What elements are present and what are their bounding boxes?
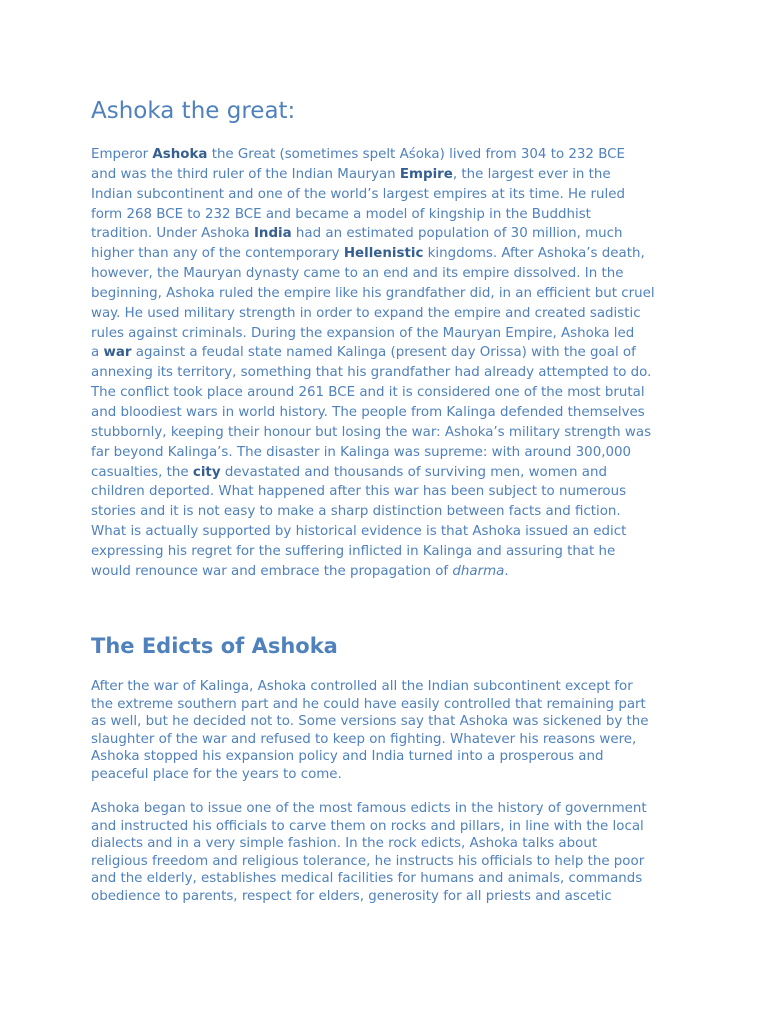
paragraph-line (91, 522, 691, 542)
paragraph-line (91, 383, 691, 403)
paragraph-line (91, 542, 691, 562)
text-run: form 268 BCE to 232 BCE and became a model of kingship in the Buddhist (91, 206, 591, 222)
paragraph-line: the extreme southern part and he could have easily controlled that remaining part (91, 696, 646, 712)
paragraph-line (91, 224, 691, 244)
edicts-paragraph-2 (91, 800, 691, 905)
paragraph-line (91, 343, 691, 363)
paragraph-line (91, 463, 691, 483)
text-run: would renounce war and embrace the propagation of (91, 563, 453, 579)
text-run: the Great (sometimes spelt Aśoka) lived from 304 to 232 BCE (207, 147, 625, 162)
paragraph-line (91, 482, 691, 502)
paragraph-line: After the war of Kalinga, Ashoka controlled all the Indian subcontinent except for (91, 679, 633, 694)
bold-term: Hellenistic (343, 246, 424, 262)
paragraph-line (91, 363, 691, 383)
bold-term: city (192, 464, 221, 480)
text-run: far beyond Kalinga’s. The disaster in Kalinga was supreme: with around 300,000 (91, 444, 632, 460)
text-run: had an estimated population of 30 million, much (291, 226, 623, 242)
paragraph-line: obedience to parents, respect for elders, generosity for all priests and ascetic (91, 888, 612, 904)
paragraph-line (91, 304, 691, 324)
text-run: annexing its territory, something that his grandfather had already attempted to do. (91, 365, 652, 381)
text-run: expressing his regret for the suffering inflicted in Kalinga and assuring that he (91, 543, 616, 559)
italic-term: dharma (452, 563, 505, 579)
bold-term: India (253, 226, 292, 242)
paragraph-line (91, 165, 691, 185)
bold-term: Empire (399, 166, 453, 182)
paragraph-line: religious freedom and religious tolerance, he instructs his officials to help the poor (91, 853, 645, 869)
paragraph-line (91, 205, 691, 225)
text-run: Indian subcontinent and one of the world’s largest empires at its time. He ruled (91, 186, 625, 202)
paragraph-line (91, 562, 691, 582)
text-run: way. He used military strength in order to expand the empire and created sadistic (91, 305, 641, 321)
edicts-paragraph-1 (91, 678, 691, 783)
intro-paragraph (91, 145, 691, 582)
paragraph-line: and the elderly, establishes medical facilities for humans and animals, commands (91, 871, 643, 886)
text-run: and was the third ruler of the Indian Mauryan (91, 166, 400, 182)
bold-term: Ashoka (152, 147, 208, 162)
paragraph-line: Ashoka stopped his expansion policy and India turned into a prosperous and (91, 749, 604, 764)
paragraph-line: and instructed his officials to carve them on rocks and pillars, in line with the local (91, 818, 644, 834)
text-run: a (91, 345, 104, 361)
paragraph-line (91, 284, 691, 304)
paragraph-line: Ashoka began to issue one of the most famous edicts in the history of government (91, 801, 647, 816)
text-run: devastated and thousands of surviving men, women and (220, 464, 607, 480)
bold-term: war (103, 345, 132, 361)
paragraph-line: slaughter of the war and refused to keep on fighting. Whatever his reasons were, (91, 731, 637, 747)
paragraph-line (91, 423, 691, 443)
text-run: against a feudal state named Kalinga (present day Orissa) with the goal of (131, 345, 636, 361)
paragraph-line: peaceful place for the years to come. (91, 766, 342, 782)
paragraph-line (91, 324, 691, 344)
text-run: beginning, Ashoka ruled the empire like his grandfather did, in an efficient but cruel (91, 285, 655, 301)
text-run: What is actually supported by historical evidence is that Ashoka issued an edict (91, 524, 627, 540)
paragraph-line (91, 443, 691, 463)
paragraph-line (91, 403, 691, 423)
text-run: stubbornly, keeping their honour but losing the war: Ashoka’s military strength was (91, 424, 652, 440)
section-heading-edicts: The Edicts of Ashoka (91, 634, 338, 658)
text-run: tradition. Under Ashoka (91, 226, 254, 242)
text-run: The conflict took place around 261 BCE and it is considered one of the most brutal (91, 385, 645, 401)
text-run: Emperor (91, 147, 153, 162)
paragraph-line (91, 145, 691, 165)
paragraph-line (91, 244, 691, 264)
text-run: . (504, 563, 509, 579)
text-run: casualties, the (91, 464, 193, 480)
text-run: stories and it is not easy to make a sharp distinction between facts and fiction. (91, 504, 621, 520)
paragraph-line: dialects and in a very simple fashion. In the rock edicts, Ashoka talks about (91, 836, 598, 851)
page-title: Ashoka the great: (91, 98, 296, 124)
text-run: children deported. What happened after this war has been subject to numerous (91, 484, 627, 500)
paragraph-line (91, 185, 691, 205)
paragraph-line: as well, but he decided not to. Some versions say that Ashoka was sickened by the (91, 714, 649, 729)
text-run: however, the Mauryan dynasty came to an end and its empire dissolved. In the (91, 266, 624, 282)
text-run: , the largest ever in the (452, 166, 611, 182)
paragraph-line (91, 264, 691, 284)
text-run: and bloodiest wars in world history. The people from Kalinga defended themselves (91, 404, 645, 420)
paragraph-line (91, 502, 691, 522)
text-run: higher than any of the contemporary (91, 246, 344, 262)
text-run: kingdoms. After Ashoka’s death, (423, 246, 645, 262)
text-run: rules against criminals. During the expansion of the Mauryan Empire, Ashoka led (91, 325, 635, 341)
